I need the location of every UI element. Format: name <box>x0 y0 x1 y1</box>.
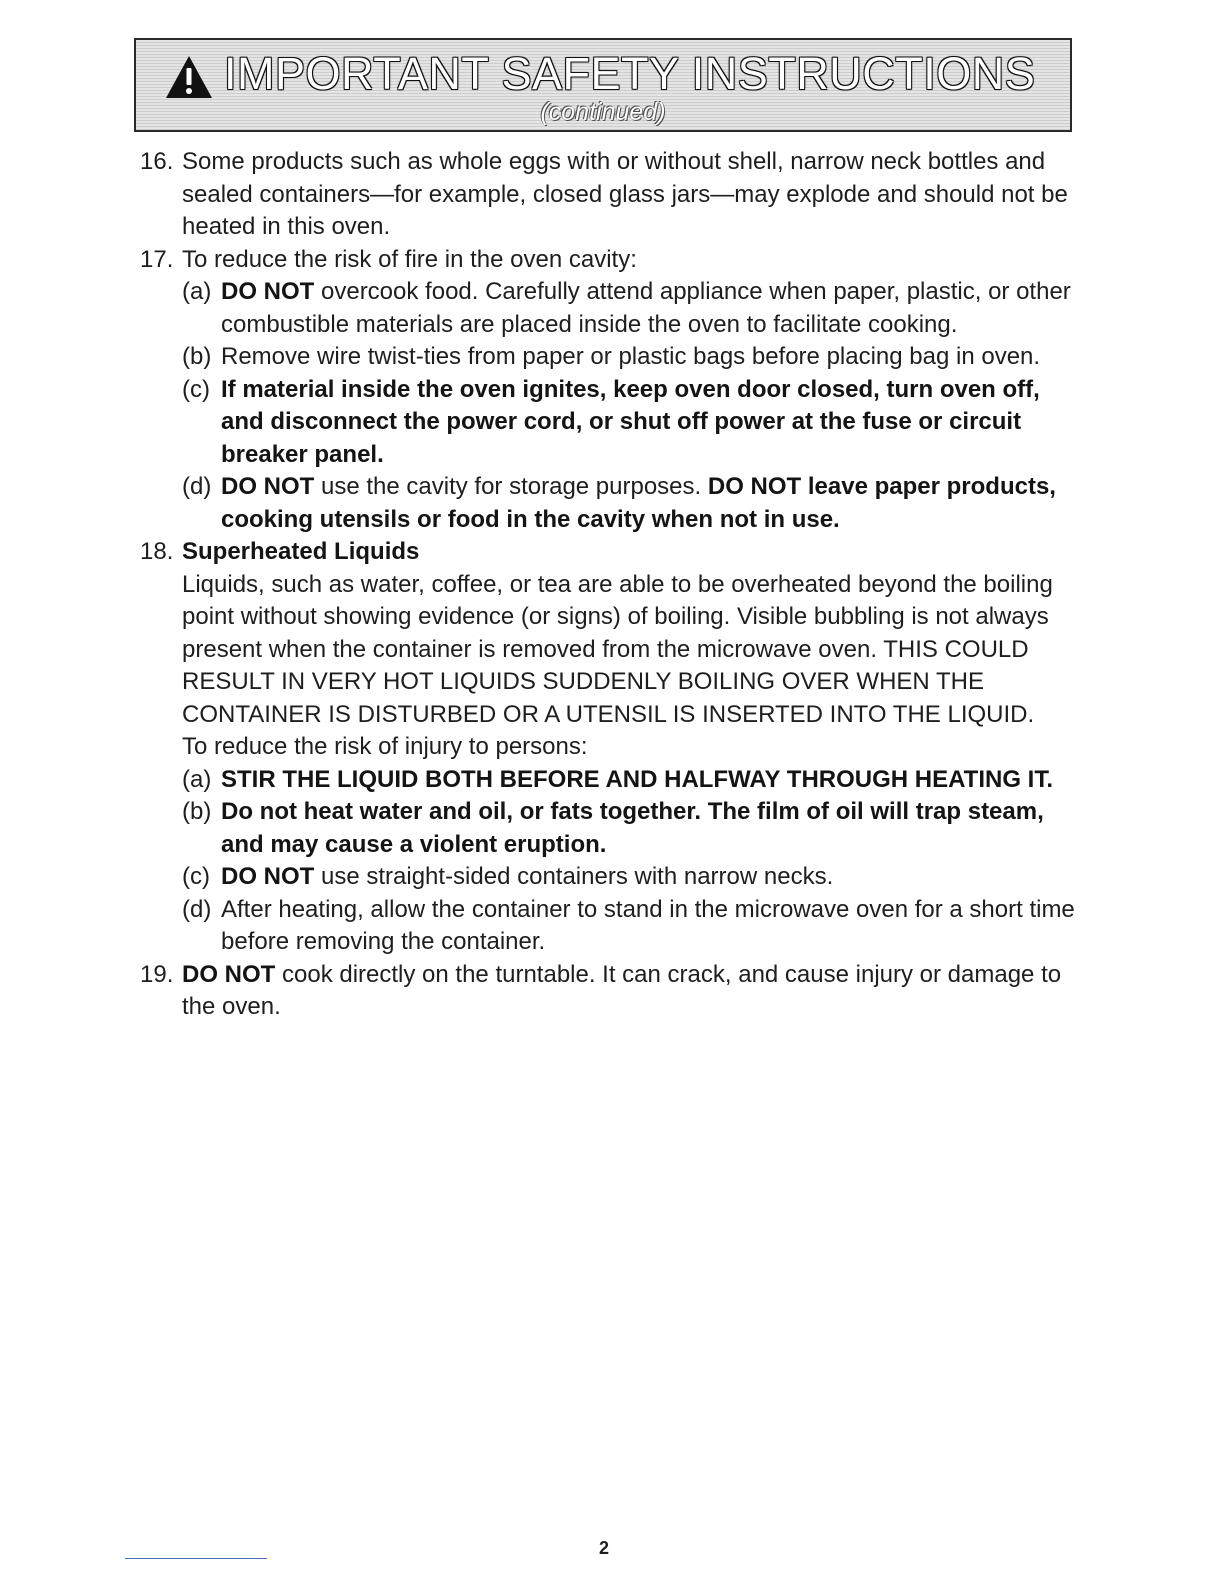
subitem-label: (a) <box>182 765 212 793</box>
subitem-text: use the cavity for storage purposes. <box>314 473 708 500</box>
subitem-17a <box>140 276 1080 341</box>
item-heading: Superheated Liquids <box>182 538 420 565</box>
subitem-text: use straight-sided containers with narrow necks. <box>314 863 834 890</box>
emphasis: DO NOT <box>221 473 315 500</box>
instructions-list <box>140 146 1080 1024</box>
warning-triangle-icon <box>164 54 214 100</box>
instruction-16 <box>140 146 1080 244</box>
emphasis: DO NOT leave paper products, cooking utensils or food in the cavity when not in use. <box>221 473 1056 533</box>
subitem-17c <box>140 374 1080 472</box>
page-subtitle: (continued) <box>540 98 666 126</box>
page-number: 2 <box>599 1538 610 1558</box>
footer-divider <box>125 1558 267 1559</box>
item-number: 19. <box>140 960 174 988</box>
item-text: To reduce the risk of fire in the oven cavity: <box>182 245 637 273</box>
subitem-17d <box>140 471 1080 536</box>
subitem-text: After heating, allow the container to stand in the microwave oven for a short time before removing the container. <box>221 895 1075 955</box>
subitem-18a <box>140 764 1080 797</box>
item-text: cook directly on the turntable. It can crack, and cause injury or damage to the oven. <box>182 960 1062 1020</box>
instruction-19 <box>140 959 1080 1024</box>
subitem-label: (b) <box>182 343 212 370</box>
page-title: IMPORTANT SAFETY INSTRUCTIONS <box>224 48 1036 99</box>
item-number: 16. <box>140 148 174 175</box>
subitem-label: (d) <box>182 895 212 923</box>
subitem-text: Remove wire twist-ties from paper or plastic bags before placing bag in oven. <box>221 343 1041 370</box>
subitem-label: (c) <box>182 863 210 890</box>
item-text: Some products such as whole eggs with or without shell, narrow neck bottles and sealed containers—for example, closed glass jars—may explode and should not be heated in this oven. <box>182 148 1068 240</box>
item-paragraph: To reduce the risk of injury to persons: <box>182 733 588 760</box>
emphasis: Do not heat water and oil, or fats together. The film of oil will trap steam, and may cause a violent eruption. <box>221 798 1044 858</box>
instruction-17 <box>140 244 1080 537</box>
section-banner <box>134 38 1072 132</box>
emphasis: If material inside the oven ignites, keep oven door closed, turn oven off, and disconnect the power cord, or shut off power at the fuse or circuit breaker panel. <box>221 375 1040 468</box>
subitem-18c <box>140 861 1080 894</box>
subitem-18b <box>140 796 1080 861</box>
subitem-label: (a) <box>182 278 212 305</box>
emphasis: STIR THE LIQUID BOTH BEFORE AND HALFWAY THROUGH HEATING IT. <box>221 765 1054 793</box>
subitem-text: overcook food. Carefully attend appliance when paper, plastic, or other combustible materials are placed inside the oven to facilitate cooking. <box>221 278 1071 338</box>
emphasis: DO NOT <box>221 278 315 305</box>
subitem-18d <box>140 894 1080 959</box>
item-number: 18. <box>140 538 174 565</box>
emphasis: DO NOT <box>221 863 315 890</box>
item-number: 17. <box>140 245 174 273</box>
subitem-label: (d) <box>182 473 212 500</box>
instruction-18 <box>140 536 1080 959</box>
emphasis: DO NOT <box>182 960 276 988</box>
item-paragraph: Liquids, such as water, coffee, or tea are able to be overheated beyond the boiling point without showing evidence (or signs) of boiling. Visible bubbling is not always present when the container is removed from the microwave oven. THIS COULD RESULT IN VERY HOT LIQUIDS SUDDENLY BOILING OVER WHEN THE CONTAINER IS DISTURBED OR A UTENSIL IS INSERTED INTO THE LIQUID. <box>182 570 1053 728</box>
subitem-label: (c) <box>182 375 210 403</box>
subitem-label: (b) <box>182 798 212 825</box>
subitem-17b <box>140 341 1080 374</box>
